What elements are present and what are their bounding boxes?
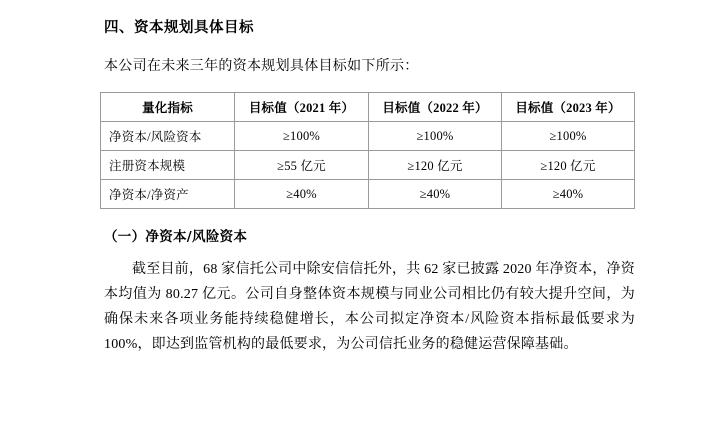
table-cell: ≥120 亿元	[502, 151, 635, 180]
table-cell: ≥55 亿元	[235, 151, 369, 180]
table-cell: ≥40%	[235, 180, 369, 209]
table-cell: ≥40%	[369, 180, 502, 209]
table-header-row	[101, 93, 635, 122]
body-paragraph: 截至目前，68 家信托公司中除安信信托外，共 62 家已披露 2020 年净资本，净资本均值为 80.27 亿元。公司自身整体资本规模与同业公司相比仍有较大提升空间，为确保未来各项业务能持续稳健增长，本公司拟定净资本/风险资本指标最低要求为 100%，即达到监管机构的最低要求，为公司信托业务的稳健运营保障基础。	[104, 262, 635, 352]
table-header-cell: 目标值（2023 年）	[502, 93, 635, 122]
table-header-cell: 量化指标	[101, 93, 235, 122]
table-cell: ≥100%	[369, 122, 502, 151]
section-heading: 四、资本规划具体目标	[104, 20, 254, 36]
capital-goals-table	[100, 92, 635, 209]
intro-paragraph: 本公司在未来三年的资本规划具体目标如下所示：	[104, 59, 419, 74]
table-cell: 注册资本规模	[101, 151, 235, 180]
table-cell: 净资本/净资产	[101, 180, 235, 209]
table-cell: ≥40%	[502, 180, 635, 209]
table-cell: ≥100%	[235, 122, 369, 151]
table-cell: 净资本/风险资本	[101, 122, 235, 151]
table-row	[101, 180, 635, 209]
table-header-cell: 目标值（2021 年）	[235, 93, 369, 122]
table-row	[101, 151, 635, 180]
subsection-heading: （一）净资本/风险资本	[104, 229, 248, 245]
table-row	[101, 122, 635, 151]
table-cell: ≥100%	[502, 122, 635, 151]
table-header-cell: 目标值（2022 年）	[369, 93, 502, 122]
table-cell: ≥120 亿元	[369, 151, 502, 180]
